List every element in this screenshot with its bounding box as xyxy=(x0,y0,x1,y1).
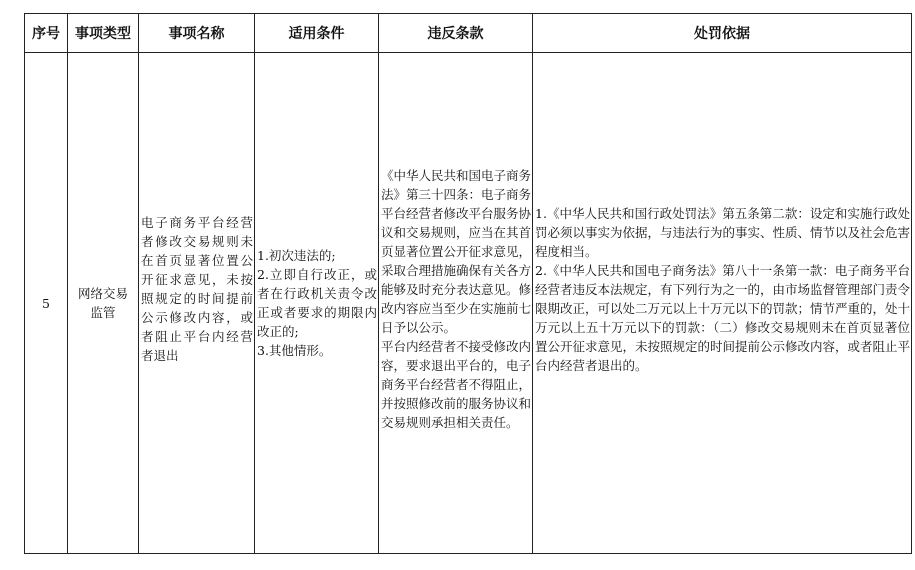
header-violation: 违反条款 xyxy=(379,14,533,53)
header-basis: 处罚依据 xyxy=(533,14,912,53)
cell-violation xyxy=(379,53,533,554)
cell-type xyxy=(68,53,139,554)
header-number: 序号 xyxy=(25,14,68,53)
conditions-text xyxy=(255,246,378,360)
header-row xyxy=(25,14,912,53)
header-conditions: 适用条件 xyxy=(255,14,379,53)
name-text: 电子商务平台经营者修改交易规则未在首页显著位置公开征求意见，未按照规定的时间提前公示修改内容，或者阻止平台内经营者退出 xyxy=(141,215,253,363)
type-text: 网络交易监管 xyxy=(77,286,128,320)
penalty-table xyxy=(24,13,912,554)
cell-name xyxy=(139,53,255,554)
violation-paragraph: 平台内经营者不接受修改内容，要求退出平台的，电子商务平台经营者不得阻止，并按照修改前的服务协议和交易规则承担相关责任。 xyxy=(381,339,532,430)
header-type: 事项类型 xyxy=(68,14,139,53)
condition-line: 1.初次违法的; xyxy=(257,248,336,263)
header-name: 事项名称 xyxy=(139,14,255,53)
cell-conditions xyxy=(255,53,379,554)
violation-paragraph: 《中华人民共和国电子商务法》第三十四条：电子商务平台经营者修改平台服务协议和交易规则，应当在其首页显著位置公开征求意见，采取合理措施确保有关各方能够及时充分表达意见。修改内容应当至少在实施前七日予以公示。 xyxy=(381,168,532,335)
cell-number: 5 xyxy=(25,53,68,554)
basis-paragraph: 2.《中华人民共和国电子商务法》第八十一条第一款：电子商务平台经营者违反本法规定，有下列行为之一的，由市场监督管理部门责令限期改正，可以处二万元以上十万元以下的罚款；情节严重的，处十万元以上五十万元以下的罚款：（二）修改交易规则未在首页显著位置公开征求意见，未按照规定的时间提前公示修改内容，或者阻止平台内经营者退出的。 xyxy=(535,262,911,373)
condition-line: 2.立即自行改正，或者在行政机关责令改正或者要求的期限内改正的; xyxy=(257,267,377,339)
violation-text xyxy=(379,166,532,432)
cell-basis xyxy=(533,53,912,554)
condition-line: 3.其他情形。 xyxy=(257,343,332,358)
table-row xyxy=(25,53,912,554)
basis-text xyxy=(533,204,911,375)
basis-paragraph: 1.《中华人民共和国行政处罚法》第五条第二款：设定和实施行政处罚必须以事实为依据，与违法行为的事实、性质、情节以及社会危害程度相当。 xyxy=(535,205,911,259)
